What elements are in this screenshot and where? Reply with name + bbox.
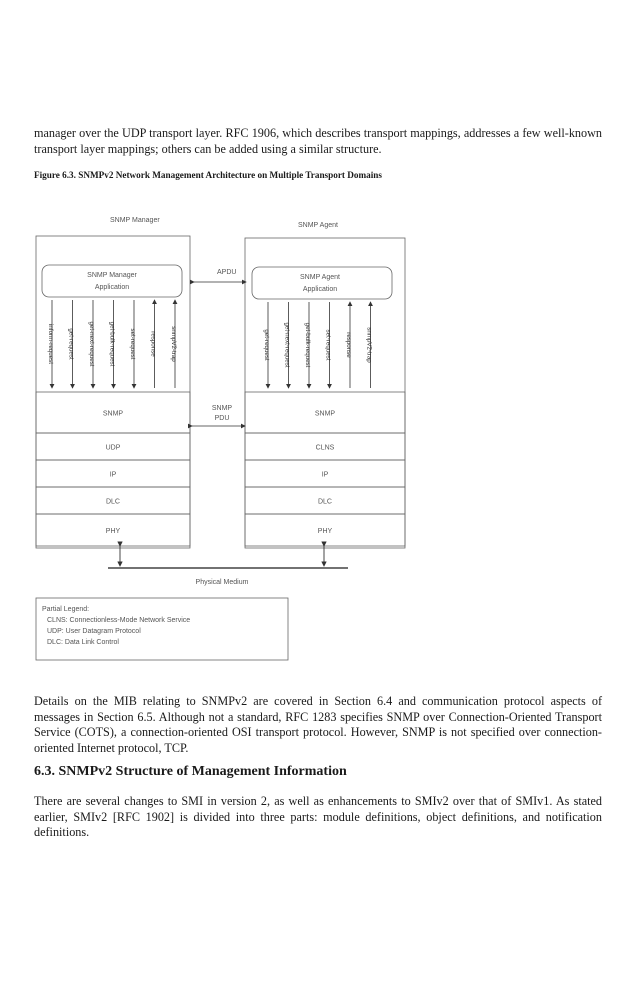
primitive-label: set-request xyxy=(324,329,332,361)
primitive-label: inform-request xyxy=(47,324,54,364)
layer-label: PHY xyxy=(105,528,121,535)
primitive-label: snmpV2-trap xyxy=(365,327,373,363)
primitive-label: get-next-request xyxy=(88,321,95,367)
intro-paragraph: manager over the UDP transport layer. RFC 1906, which describes transport mappings, addresses a few well-known transport layer mappings; others can be added using a similar structure. xyxy=(34,126,602,156)
primitive-label: get-bulk-request xyxy=(108,321,116,367)
agent-title: SNMP Agent xyxy=(298,222,338,229)
legend-title: Partial Legend: xyxy=(42,606,90,613)
layer-label: UDP xyxy=(105,444,121,452)
manager-title: SNMP Manager xyxy=(110,217,160,224)
legend-item: UDP: User Datagram Protocol xyxy=(47,628,141,635)
details-paragraph: Details on the MIB relating to SNMPv2 are covered in Section 6.4 and communication protocol aspects of messages in Section 6.5. Although not a standard, RFC 1283 specifies SNMP over Connection-Oriented Transport Service (COTS), a connection-oriented OSI transport protocol. However, SNMP is not specified over connection-oriented Internet protocol, TCP. xyxy=(34,694,602,755)
layer-label: IP xyxy=(109,471,117,479)
agent-primitives xyxy=(263,302,373,388)
primitive-label: set-request xyxy=(129,328,136,360)
section-heading: 6.3. SNMPv2 Structure of Management Information xyxy=(34,764,347,779)
section-paragraph: There are several changes to SMI in version 2, as well as enhancements to SMIv2 over that of SMIv1. As stated earlier, SMIv2 [RFC 1902] is divided into three parts: module definitions, object definitions, and notification definitions. xyxy=(34,794,602,839)
manager-app-line2: Application xyxy=(94,284,130,291)
figure-caption: Figure 6.3. SNMPv2 Network Management Architecture on Multiple Transport Domains xyxy=(34,170,382,180)
pdu-label-line2: PDU xyxy=(214,415,230,422)
primitive-label: get-next-request xyxy=(283,322,291,368)
apdu-label: APDU xyxy=(217,269,237,276)
primitive-label: get-request xyxy=(67,328,75,360)
manager-layer-stack xyxy=(36,392,190,546)
primitive-label: get-request xyxy=(263,329,270,361)
legend-item: CLNS: Connectionless-Mode Network Service xyxy=(47,617,191,624)
agent-app-line2: Application xyxy=(302,286,338,293)
agent-layer-stack xyxy=(245,392,405,546)
primitive-label: snmpV2-trap xyxy=(170,326,177,362)
layer-label: DLC xyxy=(105,498,121,506)
layer-label: SNMP xyxy=(314,410,336,418)
physical-medium-label: Physical Medium xyxy=(195,579,249,586)
layer-label: SNMP xyxy=(102,410,124,418)
layer-label: CLNS xyxy=(315,444,335,452)
layer-label: DLC xyxy=(317,498,333,506)
legend-item: DLC: Data Link Control xyxy=(47,639,119,646)
manager-application-box xyxy=(42,265,182,297)
agent-application-box xyxy=(252,267,392,299)
layer-label: IP xyxy=(321,471,329,479)
pdu-label-line1: SNMP xyxy=(211,405,233,412)
layer-label: PHY xyxy=(317,528,333,535)
manager-primitives xyxy=(47,300,177,388)
primitive-label: response xyxy=(345,332,352,358)
primitive-label: get-bulk-request xyxy=(304,322,311,368)
manager-app-line1: SNMP Manager xyxy=(87,272,137,279)
primitive-label: response xyxy=(149,331,157,357)
agent-app-line1: SNMP Agent xyxy=(300,274,340,281)
